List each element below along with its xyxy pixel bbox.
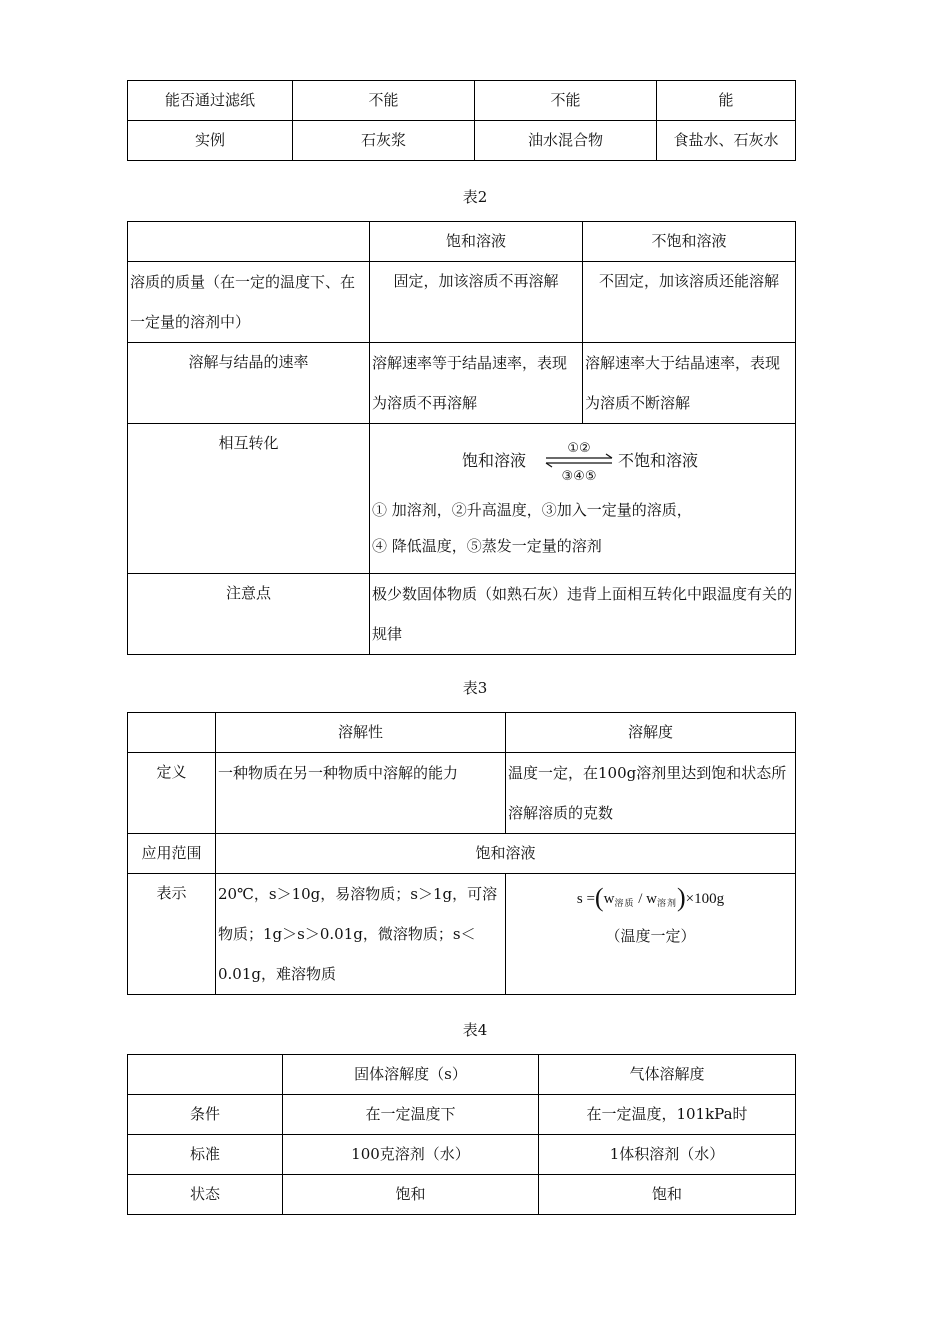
- row-label: 实例: [128, 121, 293, 161]
- table-row: [128, 222, 796, 262]
- table-row: [128, 1055, 796, 1095]
- table-row: [128, 713, 796, 753]
- table-cell: 固定，加该溶质不再溶解: [370, 262, 583, 343]
- row-label: 应用范围: [128, 834, 216, 874]
- formula-slash: /: [638, 891, 643, 907]
- backward-arrowhead: [546, 463, 552, 467]
- row-label: 表示: [128, 874, 216, 995]
- formula-s: s: [576, 891, 583, 907]
- table-row: [128, 753, 796, 834]
- table-cell: 温度一定，在100g溶剂里达到饱和状态所溶解溶质的克数: [506, 753, 796, 834]
- table-solubility-types: [127, 1054, 796, 1215]
- formula-eq: =: [586, 891, 595, 907]
- table-row: [128, 1175, 796, 1215]
- formula-w: w: [646, 891, 657, 907]
- table-cell: 20℃，s＞10g，易溶物质；s＞1g，可溶物质；1g＞s＞0.01g，微溶物质；s＜0.01g，难溶物质: [216, 874, 506, 995]
- table-header: 气体溶解度: [539, 1055, 796, 1095]
- solubility-formula: [508, 874, 793, 923]
- table-header: 固体溶解度（s）: [283, 1055, 539, 1095]
- table-cell: [370, 424, 796, 574]
- table-cell: 在一定温度，101kPa时: [539, 1095, 796, 1135]
- row-label: 能否通过滤纸: [128, 81, 293, 121]
- row-label: 溶质的质量（在一定的温度下、在一定量的溶剂中）: [128, 262, 370, 343]
- table-row: [128, 834, 796, 874]
- forward-arrowhead: [606, 454, 612, 458]
- conversion-method-line: ④ 降低温度，⑤蒸发一定量的溶剂: [372, 537, 602, 555]
- table-cell: 石灰浆: [293, 121, 475, 161]
- table-solubility: [127, 712, 796, 995]
- formula-times: ×100g: [685, 891, 725, 907]
- table-row: [128, 1135, 796, 1175]
- table-row: [128, 343, 796, 424]
- table-cell: [506, 874, 796, 995]
- table-header: 饱和溶液: [370, 222, 583, 262]
- table-caption: 表3: [462, 679, 488, 697]
- table-caption: 表2: [462, 188, 488, 206]
- row-label: 条件: [128, 1095, 283, 1135]
- table-row: [128, 121, 796, 161]
- row-label: 定义: [128, 753, 216, 834]
- formula-note: （温度一定）: [605, 927, 696, 945]
- table-header: [128, 1055, 283, 1095]
- table-row: [128, 874, 796, 995]
- diagram-left-label: 饱和溶液: [462, 451, 527, 470]
- table-cell: 饱和: [539, 1175, 796, 1215]
- diagram-bottom-label: ③④⑤: [561, 469, 597, 484]
- row-label: 溶解与结晶的速率: [128, 343, 370, 424]
- formula-paren-open: (: [594, 883, 604, 912]
- formula-paren-close: ): [676, 883, 686, 912]
- table-caption: 表4: [462, 1021, 488, 1039]
- table-header: 不饱和溶液: [583, 222, 796, 262]
- table-cell: 能: [657, 81, 796, 121]
- table-row: [128, 262, 796, 343]
- table-cell: 极少数固体物质（如熟石灰）违背上面相互转化中跟温度有关的规律: [370, 574, 796, 655]
- table-row: [128, 81, 796, 121]
- table-cell: 饱和溶液: [216, 834, 796, 874]
- formula-w: w: [603, 891, 615, 907]
- table-cell: 一种物质在另一种物质中溶解的能力: [216, 753, 506, 834]
- table-header: [128, 222, 370, 262]
- row-label: 标准: [128, 1135, 283, 1175]
- diagram-right-label: 不饱和溶液: [618, 451, 699, 470]
- formula-solvent: 溶剂: [656, 898, 677, 908]
- table-cell: 溶解速率等于结晶速率，表现为溶质不再溶解: [370, 343, 583, 424]
- table-header: 溶解性: [216, 713, 506, 753]
- table-saturated: [127, 221, 796, 655]
- table-filter: [127, 80, 796, 161]
- row-label: 注意点: [128, 574, 370, 655]
- formula-solute: 溶质: [614, 898, 635, 908]
- table-cell: 不能: [475, 81, 657, 121]
- table-row: [128, 1095, 796, 1135]
- table-header: 溶解度: [506, 713, 796, 753]
- table-cell: 食盐水、石灰水: [657, 121, 796, 161]
- diagram-top-label: ①②: [567, 441, 591, 456]
- table-header: [128, 713, 216, 753]
- table-row: [128, 424, 796, 574]
- table-cell: 100克溶剂（水）: [283, 1135, 539, 1175]
- table-cell: 不能: [293, 81, 475, 121]
- table-cell: 在一定温度下: [283, 1095, 539, 1135]
- row-label: 相互转化: [128, 424, 370, 574]
- row-label: 状态: [128, 1175, 283, 1215]
- table-cell: 1体积溶剂（水）: [539, 1135, 796, 1175]
- conversion-diagram: [462, 430, 722, 486]
- table-cell: 不固定，加该溶质还能溶解: [583, 262, 796, 343]
- table-cell: 油水混合物: [475, 121, 657, 161]
- table-row: [128, 574, 796, 655]
- conversion-method-line: ① 加溶剂，②升高温度，③加入一定量的溶质，: [372, 501, 692, 519]
- table-cell: 溶解速率大于结晶速率，表现为溶质不断溶解: [583, 343, 796, 424]
- table-cell: 饱和: [283, 1175, 539, 1215]
